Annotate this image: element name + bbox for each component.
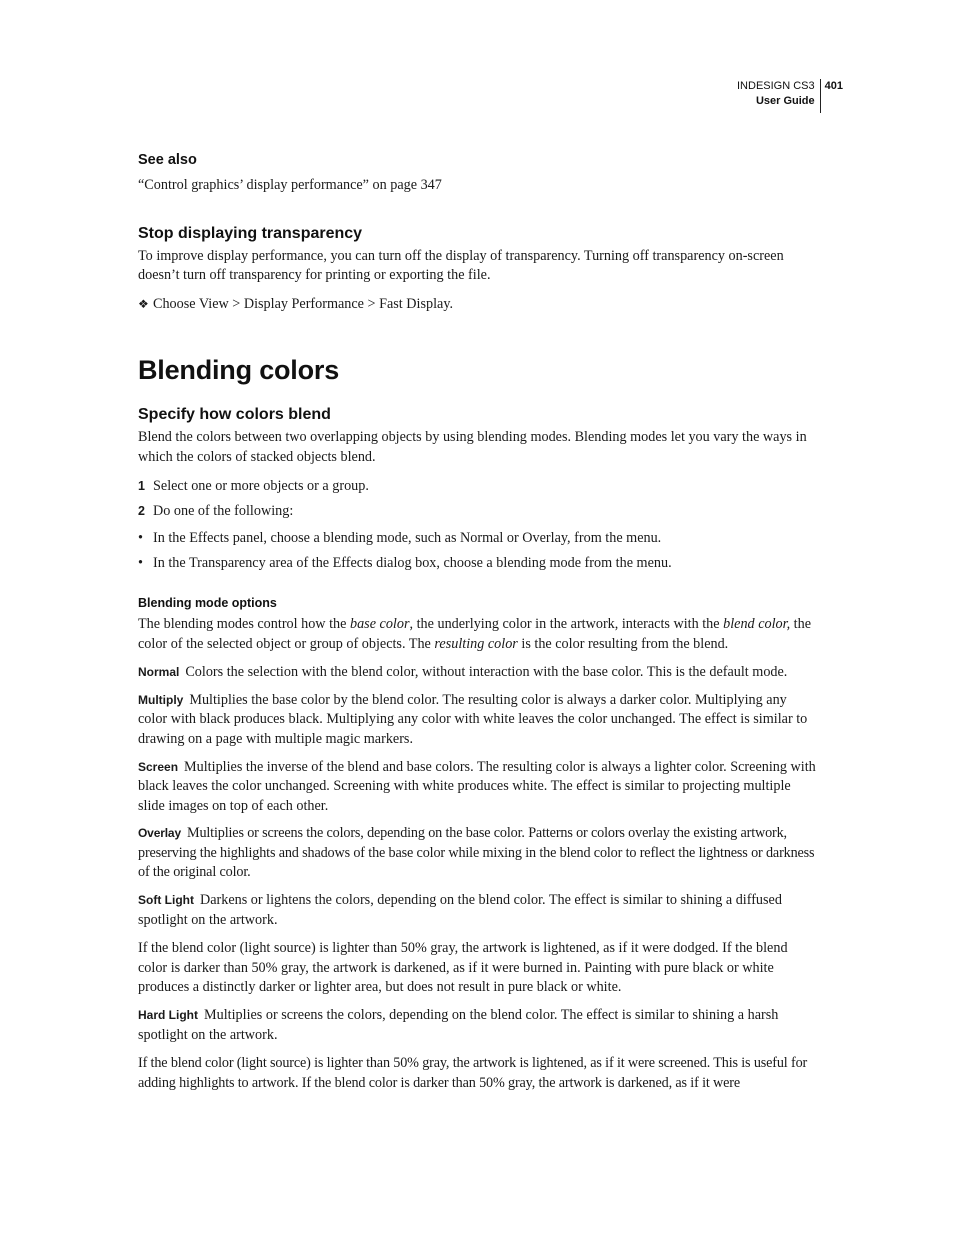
mode-normal [138,663,818,683]
mode-term: Multiply [138,692,184,707]
resulting-color-term: resulting color [434,635,518,652]
bullet-item [138,529,818,549]
header-title-block [737,79,821,113]
mode-screen [138,758,818,817]
options-heading: Blending mode options [138,595,277,610]
specify-blend-heading: Specify how colors blend [138,406,331,424]
bullet-text: In the Effects panel, choose a blending mode, such as Normal or Overlay, from the menu. [153,529,662,546]
mode-term: Screen [138,759,179,774]
mode-desc: Multiplies the inverse of the blend and base colors. The resulting color is always a lighter color. Screening with black leaves the color unchanged. Screening with white produces white. The effect is similar to projecting multiple slide images on top of each other. [138,758,816,814]
stop-transparency-step [138,295,818,315]
base-color-term: base color [349,615,410,632]
hard-light-note: If the blend color (light source) is lighter than 50% gray, the artwork is lightened, as if it were screened. This is useful for adding highlights to artwork. If the blend color is darker than 50% gray, the artwork is darkened, as if it were [138,1055,808,1091]
see-also-link[interactable]: “Control graphics’ display performance” on page 347 [138,177,442,193]
stop-transparency-heading: Stop displaying transparency [138,224,363,242]
step-text: Do one of the following: [153,503,294,520]
step-text: Choose View > Display Performance > Fast Display. [153,295,454,312]
blend-color-term: blend color, [723,615,791,632]
stop-transparency-body: To improve display performance, you can turn off the display of transparency. Turning off transparency on-screen doesn’t turn off transparency for printing or exporting the file. [138,247,784,284]
section-title: Blending colors [138,355,340,386]
mode-multiply [138,691,818,750]
mode-hard-light [138,1006,818,1045]
step-item [138,477,818,497]
diamond-bullet-icon: ❖ [138,296,149,311]
intro-text: The blending modes control how the [138,615,350,632]
step-text: Select one or more objects or a group. [153,477,369,494]
intro-text: the color of the selected object or group of objects. The [138,615,812,652]
mode-desc: Multiplies the base color by the blend color. The resulting color is always a darker color. Multiplying any color with black produces black. Multiplying any color with white leaves the color unchanged. The effect is similar to drawing on a page with multiple magic markers. [138,691,808,747]
see-also-heading: See also [138,152,197,168]
intro-text: , the underlying color in the artwork, interacts with the [409,615,724,632]
mode-term: Soft Light [138,893,194,908]
header-guide: User Guide [755,95,815,107]
running-header [737,79,843,113]
bullet-icon: • [138,555,143,572]
mode-desc: Darkens or lightens the colors, depending on the blend color. The effect is similar to shining a diffused spotlight on the artwork. [138,892,782,928]
soft-light-note: If the blend color (light source) is lighter than 50% gray, the artwork is lightened, as if it were dodged. If the blend color is darker than 50% gray, the artwork is darkened, as if it were burned in. Painting with pure black or white produces a distinctly darker or lighter area, but does not result in pure black or white. [138,940,788,996]
mode-term: Hard Light [138,1008,198,1023]
page-content [138,150,818,1093]
page-number: 401 [824,80,843,92]
bullet-item [138,554,818,574]
mode-term: Normal [138,665,180,680]
intro-text: is the color resulting from the blend. [517,635,729,652]
options-intro [138,615,818,654]
mode-soft-light [138,891,818,930]
blend-intro: Blend the colors between two overlapping objects by using blending modes. Blending modes let you vary the ways in which the colors of stacked objects blend. [138,429,807,465]
mode-desc: Multiplies or screens the colors, depending on the blend color. The effect is similar to shining a harsh spotlight on the artwork. [138,1007,779,1043]
header-product: INDESIGN CS3 [737,80,815,92]
mode-desc: Multiplies or screens the colors, depending on the base color. Patterns or colors overlay the existing artwork, preserving the highlights and shadows of the base color while mixing in the blend color to reflect the lightness or darkness of the original color. [138,825,815,881]
bullet-icon: • [138,529,143,546]
mode-desc: Colors the selection with the blend color, without interaction with the base color. This is the default mode. [185,664,788,681]
step-number: 2 [138,504,145,519]
step-number: 1 [138,478,145,493]
mode-term: Overlay [138,826,181,841]
step-item [138,502,818,522]
bullet-text: In the Transparency area of the Effects dialog box, choose a blending mode from the menu. [153,555,672,572]
mode-overlay [138,824,818,883]
